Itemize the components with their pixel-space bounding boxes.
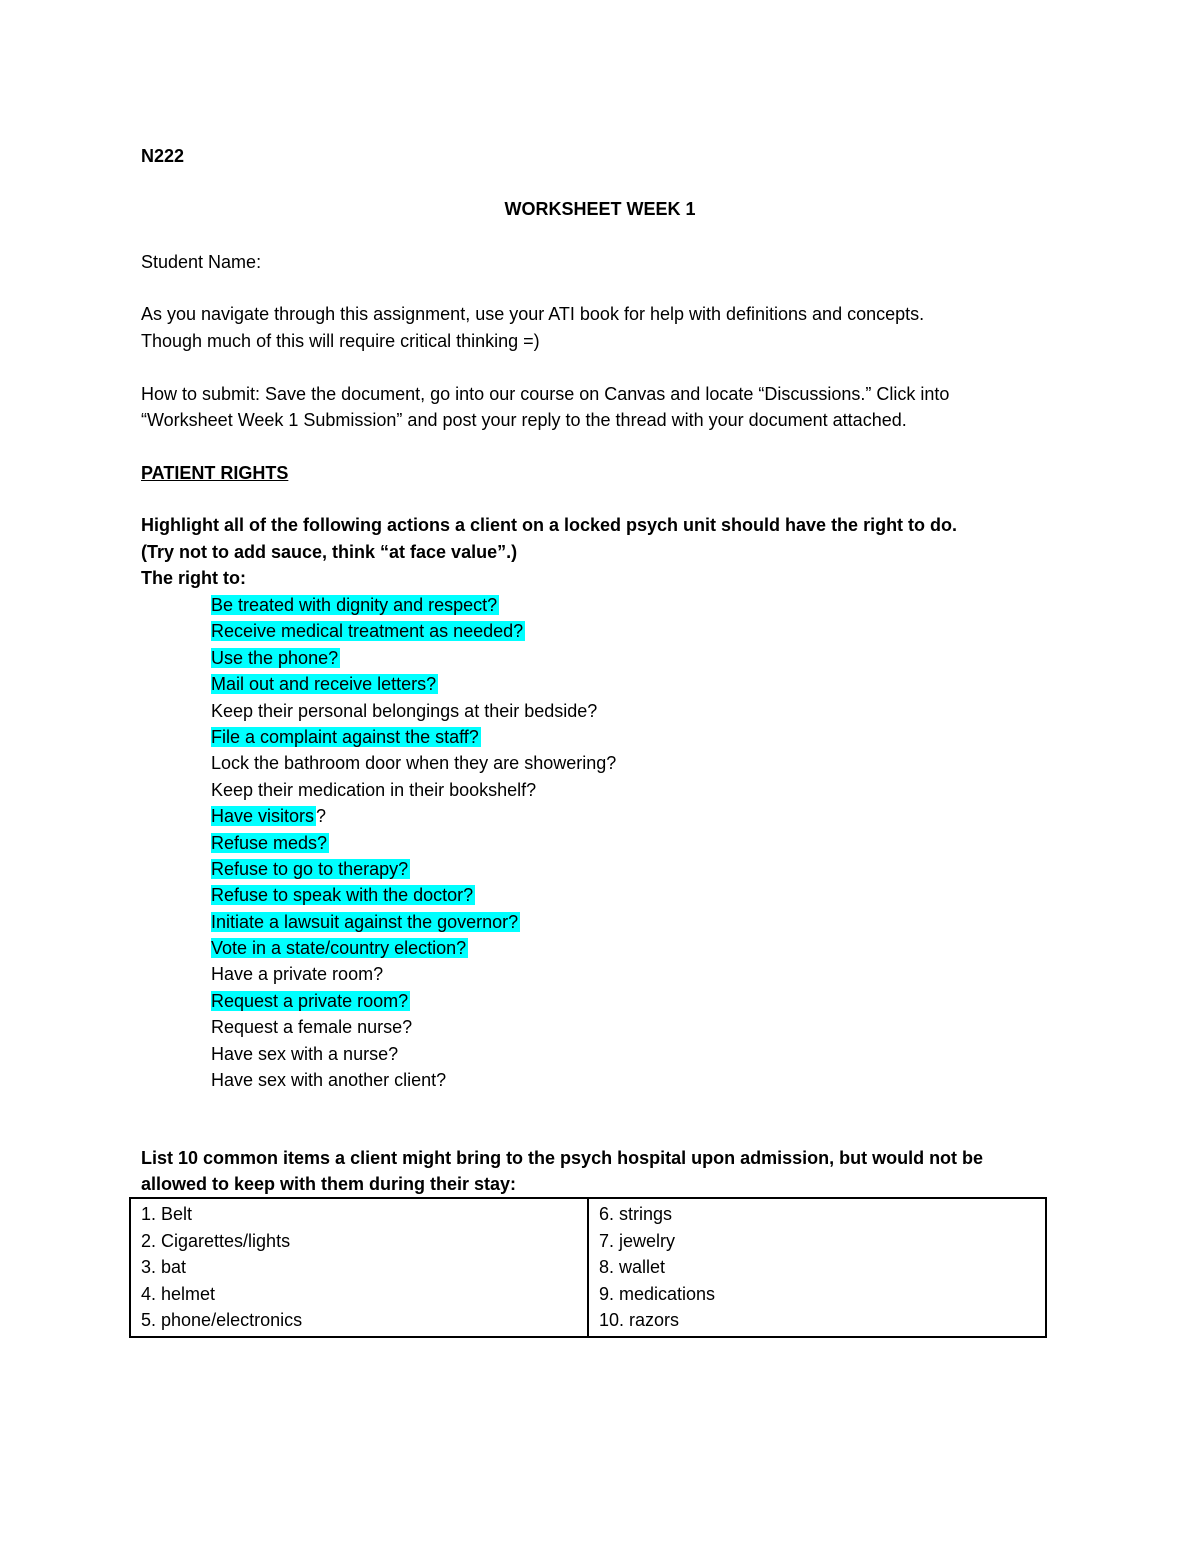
student-name-label: Student Name: xyxy=(141,252,262,272)
list-item xyxy=(211,882,616,908)
worksheet-title: WORKSHEET WEEK 1 xyxy=(504,199,696,219)
intro-line-1: As you navigate through this assignment, use your ATI book for help with definitions and concepts. xyxy=(141,304,925,324)
list-question-line-2: allowed to keep with them during their stay: xyxy=(141,1174,517,1194)
instructions-line-1: Highlight all of the following actions a client on a locked psych unit should have the right to do. xyxy=(141,515,958,535)
right-text: Mail out and receive letters? xyxy=(211,674,437,695)
table-cell-item: 4. helmet xyxy=(141,1283,216,1304)
list-item xyxy=(211,1041,616,1067)
list-item xyxy=(211,645,616,671)
list-item xyxy=(211,724,616,750)
section-heading-patient-rights: PATIENT RIGHTS xyxy=(141,463,289,483)
list-item xyxy=(211,1014,616,1040)
table-cell-item: 3. bat xyxy=(141,1257,187,1277)
right-text: Vote in a state/country election? xyxy=(211,938,467,959)
table-cell-item: 6. strings xyxy=(599,1204,673,1224)
right-text: Use the phone? xyxy=(211,647,339,668)
intro-line-2: Though much of this will require critical thinking =) xyxy=(141,331,540,351)
patient-rights-list xyxy=(211,592,616,1093)
course-code: N222 xyxy=(141,146,185,166)
right-text: Be treated with dignity and respect? xyxy=(211,595,498,615)
instructions-line-2: (Try not to add sauce, think “at face value”.) xyxy=(141,542,518,562)
table-cell-item: 8. wallet xyxy=(599,1257,666,1277)
table-cell-item: 2. Cigarettes/lights xyxy=(141,1230,291,1251)
list-item xyxy=(211,935,616,961)
list-item xyxy=(211,618,616,644)
list-item xyxy=(211,830,616,856)
right-text: Lock the bathroom door when they are showering? xyxy=(211,753,617,774)
items-column-left xyxy=(130,1198,588,1337)
list-item xyxy=(211,592,616,618)
right-text: File a complaint against the staff? xyxy=(211,726,479,747)
list-item xyxy=(211,803,616,829)
right-text: Have sex with a nurse? xyxy=(211,1043,399,1064)
list-item xyxy=(211,777,616,803)
list-item xyxy=(211,961,616,987)
right-text: Keep their personal belongings at their bedside? xyxy=(211,700,598,721)
right-text: Refuse to speak with the doctor? xyxy=(211,885,474,906)
list-item xyxy=(211,1067,616,1093)
right-text: Have sex with another client? xyxy=(211,1070,447,1091)
list-item xyxy=(211,671,616,697)
submit-instructions-line-1: How to submit: Save the document, go into our course on Canvas and locate “Discussions.” Click into xyxy=(141,384,950,404)
prohibited-items-table xyxy=(129,1197,1047,1338)
table-cell-item: 10. razors xyxy=(599,1310,680,1330)
table-cell-item: 5. phone/electronics xyxy=(141,1310,303,1330)
right-text: Refuse to go to therapy? xyxy=(211,858,409,879)
list-item xyxy=(211,909,616,935)
items-column-right xyxy=(588,1198,1046,1337)
right-text: Have visitors xyxy=(211,806,315,827)
right-text: Have a private room? xyxy=(211,964,384,985)
list-item xyxy=(211,750,616,776)
list-item xyxy=(211,988,616,1014)
right-text: Keep their medication in their bookshelf? xyxy=(211,779,537,800)
submit-instructions-line-2: “Worksheet Week 1 Submission” and post your reply to the thread with your document attached. xyxy=(141,410,907,430)
right-text: Initiate a lawsuit against the governor? xyxy=(211,911,519,932)
list-question-line-1: List 10 common items a client might bring to the psych hospital upon admission, but would not be xyxy=(141,1148,984,1168)
right-text: Request a private room? xyxy=(211,990,409,1011)
list-item xyxy=(211,698,616,724)
table-cell-item: 1. Belt xyxy=(141,1204,193,1224)
table-cell-item: 9. medications xyxy=(599,1283,716,1304)
table-cell-item: 7. jewelry xyxy=(599,1230,676,1251)
right-text: Request a female nurse? xyxy=(211,1017,413,1038)
list-item xyxy=(211,856,616,882)
right-text: Receive medical treatment as needed? xyxy=(211,621,524,642)
table-row xyxy=(130,1198,1046,1337)
right-text-suffix: ? xyxy=(316,806,327,827)
instructions-line-3: The right to: xyxy=(141,568,246,588)
right-text: Refuse meds? xyxy=(211,832,328,853)
